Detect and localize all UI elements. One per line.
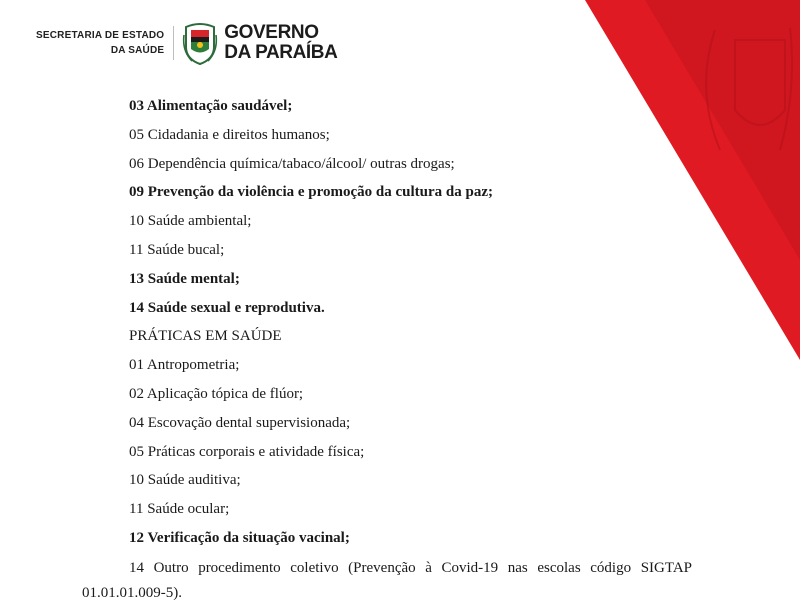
- list-item: 10 Saúde auditiva;: [129, 472, 241, 489]
- document-body: [82, 92, 692, 606]
- secretaria-text: [36, 28, 164, 58]
- list-item: 05 Práticas corporais e atividade física;: [129, 443, 365, 460]
- final-paragraph: [82, 556, 692, 606]
- list-item: 11 Saúde bucal;: [129, 241, 225, 258]
- list-item: 13 Saúde mental;: [129, 270, 240, 287]
- list-item: PRÁTICAS EM SAÚDE: [129, 328, 282, 345]
- list-item: 12 Verificação da situação vacinal;: [129, 529, 350, 546]
- header-divider: [173, 26, 174, 60]
- list-item: 06 Dependência química/tabaco/álcool/ outras drogas;: [129, 155, 455, 172]
- final-paragraph-line1: 14 Outro procedimento coletivo (Prevenção à Covid-19 nas escolas código SIGTAP: [129, 559, 692, 576]
- list-item: 10 Saúde ambiental;: [129, 213, 252, 230]
- governo-line1: GOVERNO: [224, 22, 319, 43]
- secretaria-line2: DA SAÚDE: [110, 45, 165, 56]
- list-item: 02 Aplicação tópica de flúor;: [129, 385, 304, 402]
- list-item: 04 Escovação dental supervisionada;: [129, 414, 351, 431]
- paraiba-crest-icon: [182, 21, 218, 65]
- final-paragraph-line2: 01.01.01.009-5).: [82, 584, 182, 601]
- list-item: 05 Cidadania e direitos humanos;: [129, 126, 330, 143]
- header: [36, 18, 337, 68]
- list-item: 01 Antropometria;: [129, 357, 240, 374]
- governo-line2: DA PARAÍBA: [224, 42, 338, 63]
- governo-logo-text: [224, 23, 337, 63]
- list-item: 14 Saúde sexual e reprodutiva.: [129, 299, 325, 316]
- item-list: [82, 92, 692, 553]
- list-item: 11 Saúde ocular;: [129, 501, 230, 518]
- list-item: 03 Alimentação saudável;: [129, 98, 293, 114]
- list-item: 09 Prevenção da violência e promoção da cultura da paz;: [129, 184, 493, 201]
- secretaria-line1: SECRETARIA DE ESTADO: [36, 30, 165, 41]
